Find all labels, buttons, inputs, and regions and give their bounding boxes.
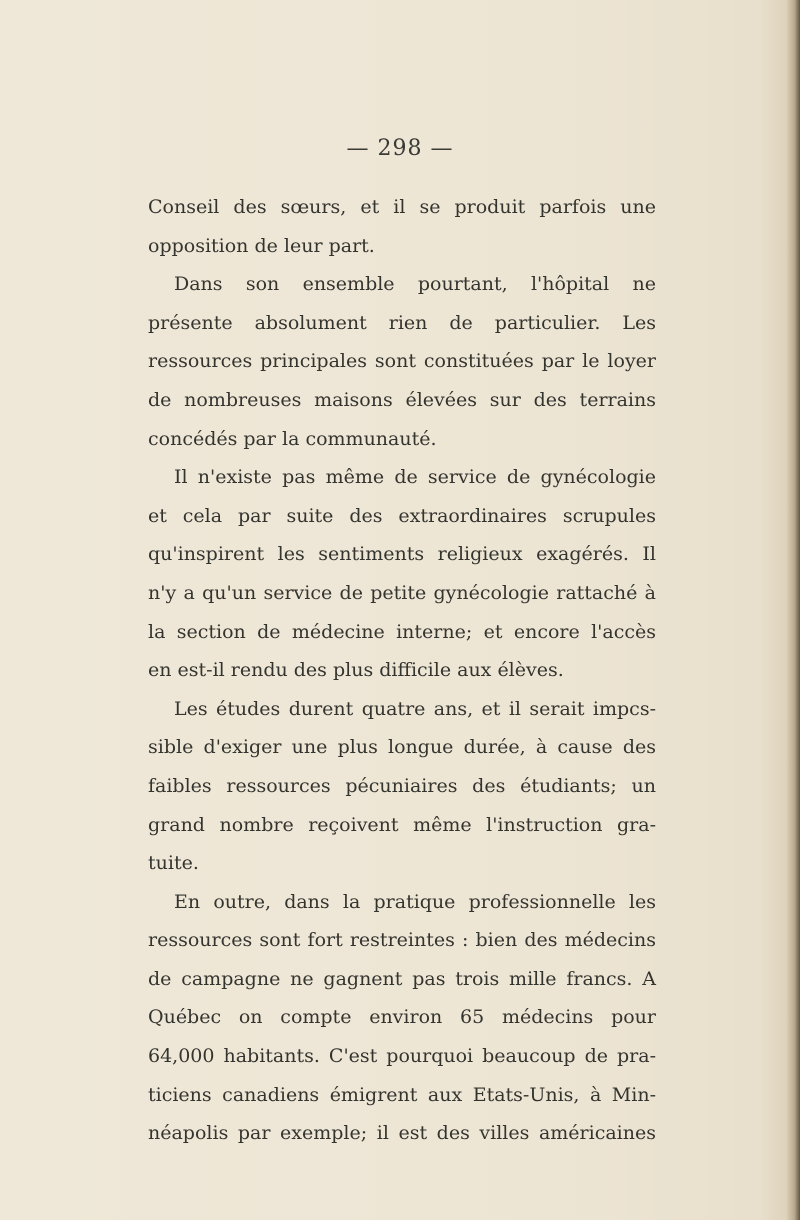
page-edge-shadow [786, 0, 800, 1220]
text-line: Il n'existe pas même de service de gynécologie [174, 466, 656, 489]
text-line: présente absolument rien de particulier. Les [148, 311, 656, 334]
text-line: qu'inspirent les sentiments religieux exagérés. Il [148, 543, 656, 566]
text-line: de campagne ne gagnent pas trois mille francs. A [148, 967, 656, 990]
text-line: n'y a qu'un service de petite gynécologie rattaché à [148, 581, 656, 604]
text-line: tuite. [148, 852, 199, 875]
text-line: 64,000 habitants. C'est pourquoi beaucoup de pra- [148, 1045, 656, 1068]
text-line: néapolis par exemple; il est des villes américaines [148, 1122, 656, 1145]
text-line: de nombreuses maisons élevées sur des terrains [148, 388, 656, 411]
text-line: ticiens canadiens émigrent aux Etats-Unis, à Min- [148, 1083, 656, 1106]
text-line: concédés par la communauté. [148, 427, 437, 450]
text-line: faibles ressources pécuniaires des étudiants; un [148, 774, 656, 797]
text-line: en est-il rendu des plus difficile aux élèves. [148, 659, 564, 682]
text-line: sible d'exiger une plus longue durée, à cause des [148, 736, 656, 759]
text-line: opposition de leur part. [148, 234, 375, 257]
text-line: Conseil des sœurs, et il se produit parfois une [148, 196, 656, 218]
text-line: grand nombre reçoivent même l'instruction gra- [148, 813, 656, 836]
text-line: ressources principales sont constituées par le loyer [148, 350, 656, 373]
page-number: — 298 — [346, 136, 454, 161]
body-text [148, 188, 656, 1153]
text-line: ressources sont fort restreintes : bien des médecins [148, 929, 656, 952]
text-line: Québec on compte environ 65 médecins pour [148, 1006, 656, 1029]
text-line: Les études durent quatre ans, et il serait impcs- [174, 697, 656, 720]
text-line: En outre, dans la pratique professionnelle les [174, 890, 656, 913]
text-line: Dans son ensemble pourtant, l'hôpital ne [174, 273, 656, 296]
text-line: la section de médecine interne; et encore l'accès [148, 620, 656, 643]
text-line: et cela par suite des extraordinaires scrupules [148, 504, 656, 527]
